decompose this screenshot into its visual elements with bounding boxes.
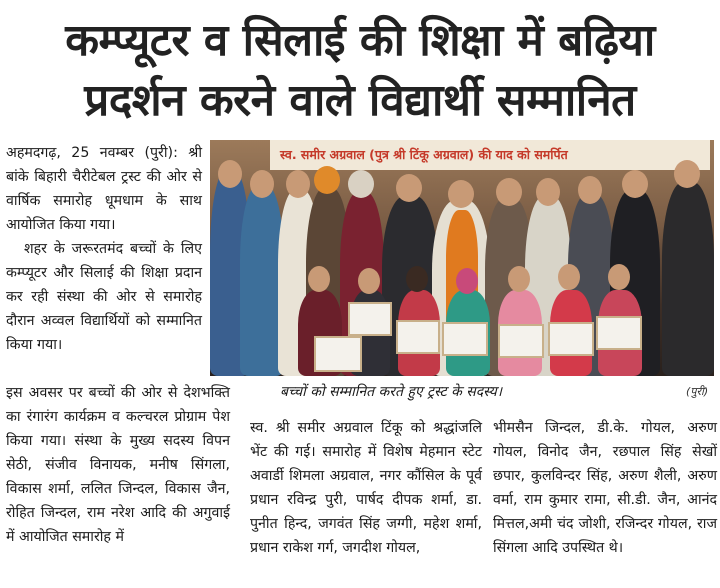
photo-certificate xyxy=(348,302,392,336)
photo-person-head xyxy=(250,170,274,198)
photo-person-head xyxy=(286,170,310,198)
photo-person-head xyxy=(348,170,374,198)
photo-person-head xyxy=(396,174,422,202)
photo-person-head xyxy=(674,160,700,188)
headline-line-1: कम्प्यूटर व सिलाई की शिक्षा में बढ़िया xyxy=(65,15,655,66)
photo-certificate xyxy=(548,322,594,356)
photo-person-head xyxy=(578,176,602,204)
article-paragraph-3: स्व. श्री समीर अग्रवाल टिंकू को श्रद्धांजलि भेंट की गई। समारोह में विशेष मेहमान स्टेट अवार्डी शिमला अग्रवाल, नगर कौंसिल के पूर्व प्रधान रविन्द्र पुरी, पार्षद दीपक शर्मा, डा. पुनीत हिन्द, जगवंत सिंह जग्गी, महेश शर्मा, प्रधान राकेश गर्ग, जगदीश गोयल, xyxy=(250,420,482,556)
article-paragraph-4: भीमसैन जिन्दल, डी.के. गोयल, अरुण गोयल, विनोद जैन, रछपाल सिंह सेखों छपार, कुलविन्दर सिंह, अरुण शैली, अरुण वर्मा, राम कुमार रामा, सी.डी. जैन, आनंद मित्तल,अमी चंद जोशी, रजिन्दर गोयल, राज सिंगला आदि उपस्थित थे। xyxy=(493,420,717,556)
photo-certificate xyxy=(596,316,642,350)
photo-caption: बच्चों को सम्मानित करते हुए ट्रस्ट के सदस्य। xyxy=(280,384,503,400)
photo-person-head xyxy=(314,166,340,194)
photo-person-head xyxy=(456,268,478,294)
photo-person-head xyxy=(358,268,380,294)
photo-person-head xyxy=(558,264,580,290)
photo-certificate xyxy=(314,336,362,372)
article-column-1-top xyxy=(6,141,202,357)
photo-person-head xyxy=(448,180,474,208)
photo-certificate xyxy=(498,324,544,358)
photo-person xyxy=(662,182,714,376)
photo-banner: स्व. समीर अग्रवाल (पुत्र श्री टिंकू अग्रवाल) की याद को समर्पित xyxy=(270,140,710,170)
photo-person-head xyxy=(508,266,530,292)
photo-certificate xyxy=(396,320,440,354)
photo-certificate xyxy=(442,322,488,356)
article-paragraph-1: अहमदगढ़, 25 नवम्बर (पुरी): श्री बांके बिहारी चैरीटेबल ट्रस्ट की ओर से वार्षिक समारोह धूमधाम के साथ आयोजित किया गया। xyxy=(6,145,202,233)
photo-person-head xyxy=(608,264,630,290)
article-column-2 xyxy=(250,416,482,560)
news-photo xyxy=(210,140,714,376)
photo-person-head xyxy=(622,170,648,198)
article-column-1-bottom xyxy=(6,381,230,549)
headline-line-2: प्रदर्शन करने वाले विद्यार्थी सम्मानित xyxy=(84,75,636,126)
photo-person-head xyxy=(308,266,330,292)
photo-person-head xyxy=(218,160,242,188)
photo-credit: (पुरी) xyxy=(686,385,709,398)
photo-person-head xyxy=(536,178,560,206)
article-paragraph-2-continued: इस अवसर पर बच्चों की ओर से देशभक्ति का रंगारंग कार्यक्रम व कल्चरल प्रोग्राम पेश किया गया। संस्था के मुख्य सदस्य विपन सेठी, संजीव विनायक, मनीष सिंगला, विकास शर्मा, ललित जिन्दल, विकास जैन, रोहित जिन्दल, राम नरेश आदि की अगुवाई में आयोजित समारोह में xyxy=(6,385,230,545)
article-column-3 xyxy=(493,416,717,560)
article-paragraph-2: शहर के जरूरतमंद बच्चों के लिए कम्प्यूटर और सिलाई की शिक्षा प्रदान कर रही संस्था की ओर से समारोह दौरान अव्वल विद्यार्थियों को सम्मानित किया गया। xyxy=(6,241,202,353)
photo-person-head xyxy=(496,178,522,206)
photo-person-head xyxy=(406,266,428,292)
